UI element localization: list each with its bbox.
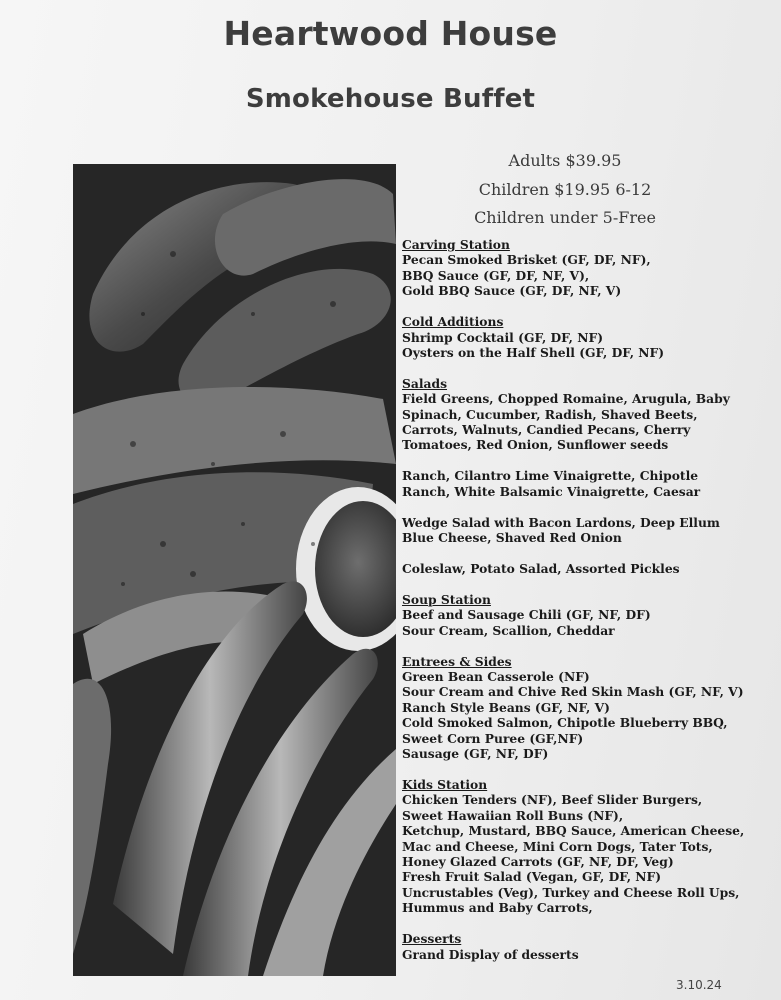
menu-item: Tomatoes, Red Onion, Sunflower seeds xyxy=(402,437,669,453)
restaurant-name: Heartwood House xyxy=(223,14,558,53)
section-soup-station xyxy=(402,592,762,638)
salad-greens-group xyxy=(402,391,762,453)
section-title: Soup Station xyxy=(402,591,491,607)
section-cold-additions xyxy=(402,314,762,360)
menu-title: Smokehouse Buffet xyxy=(245,84,536,114)
menu-item: Oysters on the Half Shell (GF, DF, NF) xyxy=(402,344,665,360)
section-title: Cold Additions xyxy=(402,314,504,330)
menu-item: Sour Cream, Scallion, Cheddar xyxy=(402,622,615,638)
menu-item: Sour Cream and Chive Red Skin Mash (GF, NF, V) xyxy=(402,684,744,700)
menu-item: Sweet Corn Puree (GF,NF) xyxy=(402,730,584,746)
menu-item: Honey Glazed Carrots (GF, NF, DF, Veg) xyxy=(402,854,674,869)
menu-item: Green Bean Casserole (NF) xyxy=(402,669,590,685)
menu-sections xyxy=(402,237,762,977)
menu-item: Coleslaw, Potato Salad, Assorted Pickles xyxy=(402,561,680,576)
menu-item: Shrimp Cocktail (GF, DF, NF) xyxy=(402,329,604,345)
section-title: Entrees & Sides xyxy=(402,653,512,669)
menu-item: Field Greens, Chopped Romaine, Arugula, Baby xyxy=(402,391,730,407)
section-desserts xyxy=(402,931,762,962)
section-title: Desserts xyxy=(402,931,462,947)
menu-item: Beef and Sausage Chili (GF, NF, DF) xyxy=(402,607,651,623)
prices-block xyxy=(400,147,730,233)
menu-item: Blue Cheese, Shaved Red Onion xyxy=(402,530,622,546)
section-title: Kids Station xyxy=(402,776,488,792)
salad-dressings-group xyxy=(402,468,762,499)
section-entrees-sides xyxy=(402,654,762,762)
menu-item: BBQ Sauce (GF, DF, NF, V), xyxy=(402,267,590,283)
menu-item: Uncrustables (Veg), Turkey and Cheese Roll Ups, xyxy=(402,884,740,900)
section-salads xyxy=(402,376,762,577)
section-kids-station xyxy=(402,777,762,916)
menu-item: Ranch, Cilantro Lime Vinaigrette, Chipotle xyxy=(402,468,699,484)
menu-item: Ranch Style Beans (GF, NF, V) xyxy=(402,699,610,715)
price-adults: Adults $39.95 xyxy=(508,151,622,170)
section-title: Salads xyxy=(402,375,448,391)
price-children: Children $19.95 6-12 xyxy=(478,179,652,199)
menu-item: Ketchup, Mustard, BBQ Sauce, American Cheese, xyxy=(402,823,745,839)
menu-item: Wedge Salad with Bacon Lardons, Deep Ellum xyxy=(402,514,720,530)
menu-item: Carrots, Walnuts, Candied Pecans, Cherry xyxy=(402,422,691,438)
menu-item: Pecan Smoked Brisket (GF, DF, NF), xyxy=(402,252,651,268)
price-under5: Children under 5-Free xyxy=(474,208,656,227)
salad-sides-group xyxy=(402,561,762,576)
menu-item: Ranch, White Balsamic Vinaigrette, Caesar xyxy=(402,483,701,499)
menu-item: Fresh Fruit Salad (Vegan, GF, DF, NF) xyxy=(402,869,662,885)
menu-item: Gold BBQ Sauce (GF, DF, NF, V) xyxy=(402,283,622,299)
menu-item: Spinach, Cucumber, Radish, Shaved Beets, xyxy=(402,406,698,422)
menu-item: Chicken Tenders (NF), Beef Slider Burgers, xyxy=(402,792,703,808)
menu-item: Cold Smoked Salmon, Chipotle Blueberry BBQ, xyxy=(402,715,728,731)
section-title: Carving Station xyxy=(402,237,510,252)
menu-item: Mac and Cheese, Mini Corn Dogs, Tater Tots, xyxy=(402,838,713,854)
print-date: 3.10.24 xyxy=(676,978,722,992)
menu-item: Grand Display of desserts xyxy=(402,946,579,962)
section-carving-station xyxy=(402,237,762,299)
menu-item: Hummus and Baby Carrots, xyxy=(402,900,593,916)
menu-item: Sausage (GF, NF, DF) xyxy=(402,746,549,762)
menu-item: Sweet Hawaiian Roll Buns (NF), xyxy=(402,807,624,823)
smoked-meat-photo xyxy=(73,164,396,976)
salad-wedge-group xyxy=(402,515,762,546)
